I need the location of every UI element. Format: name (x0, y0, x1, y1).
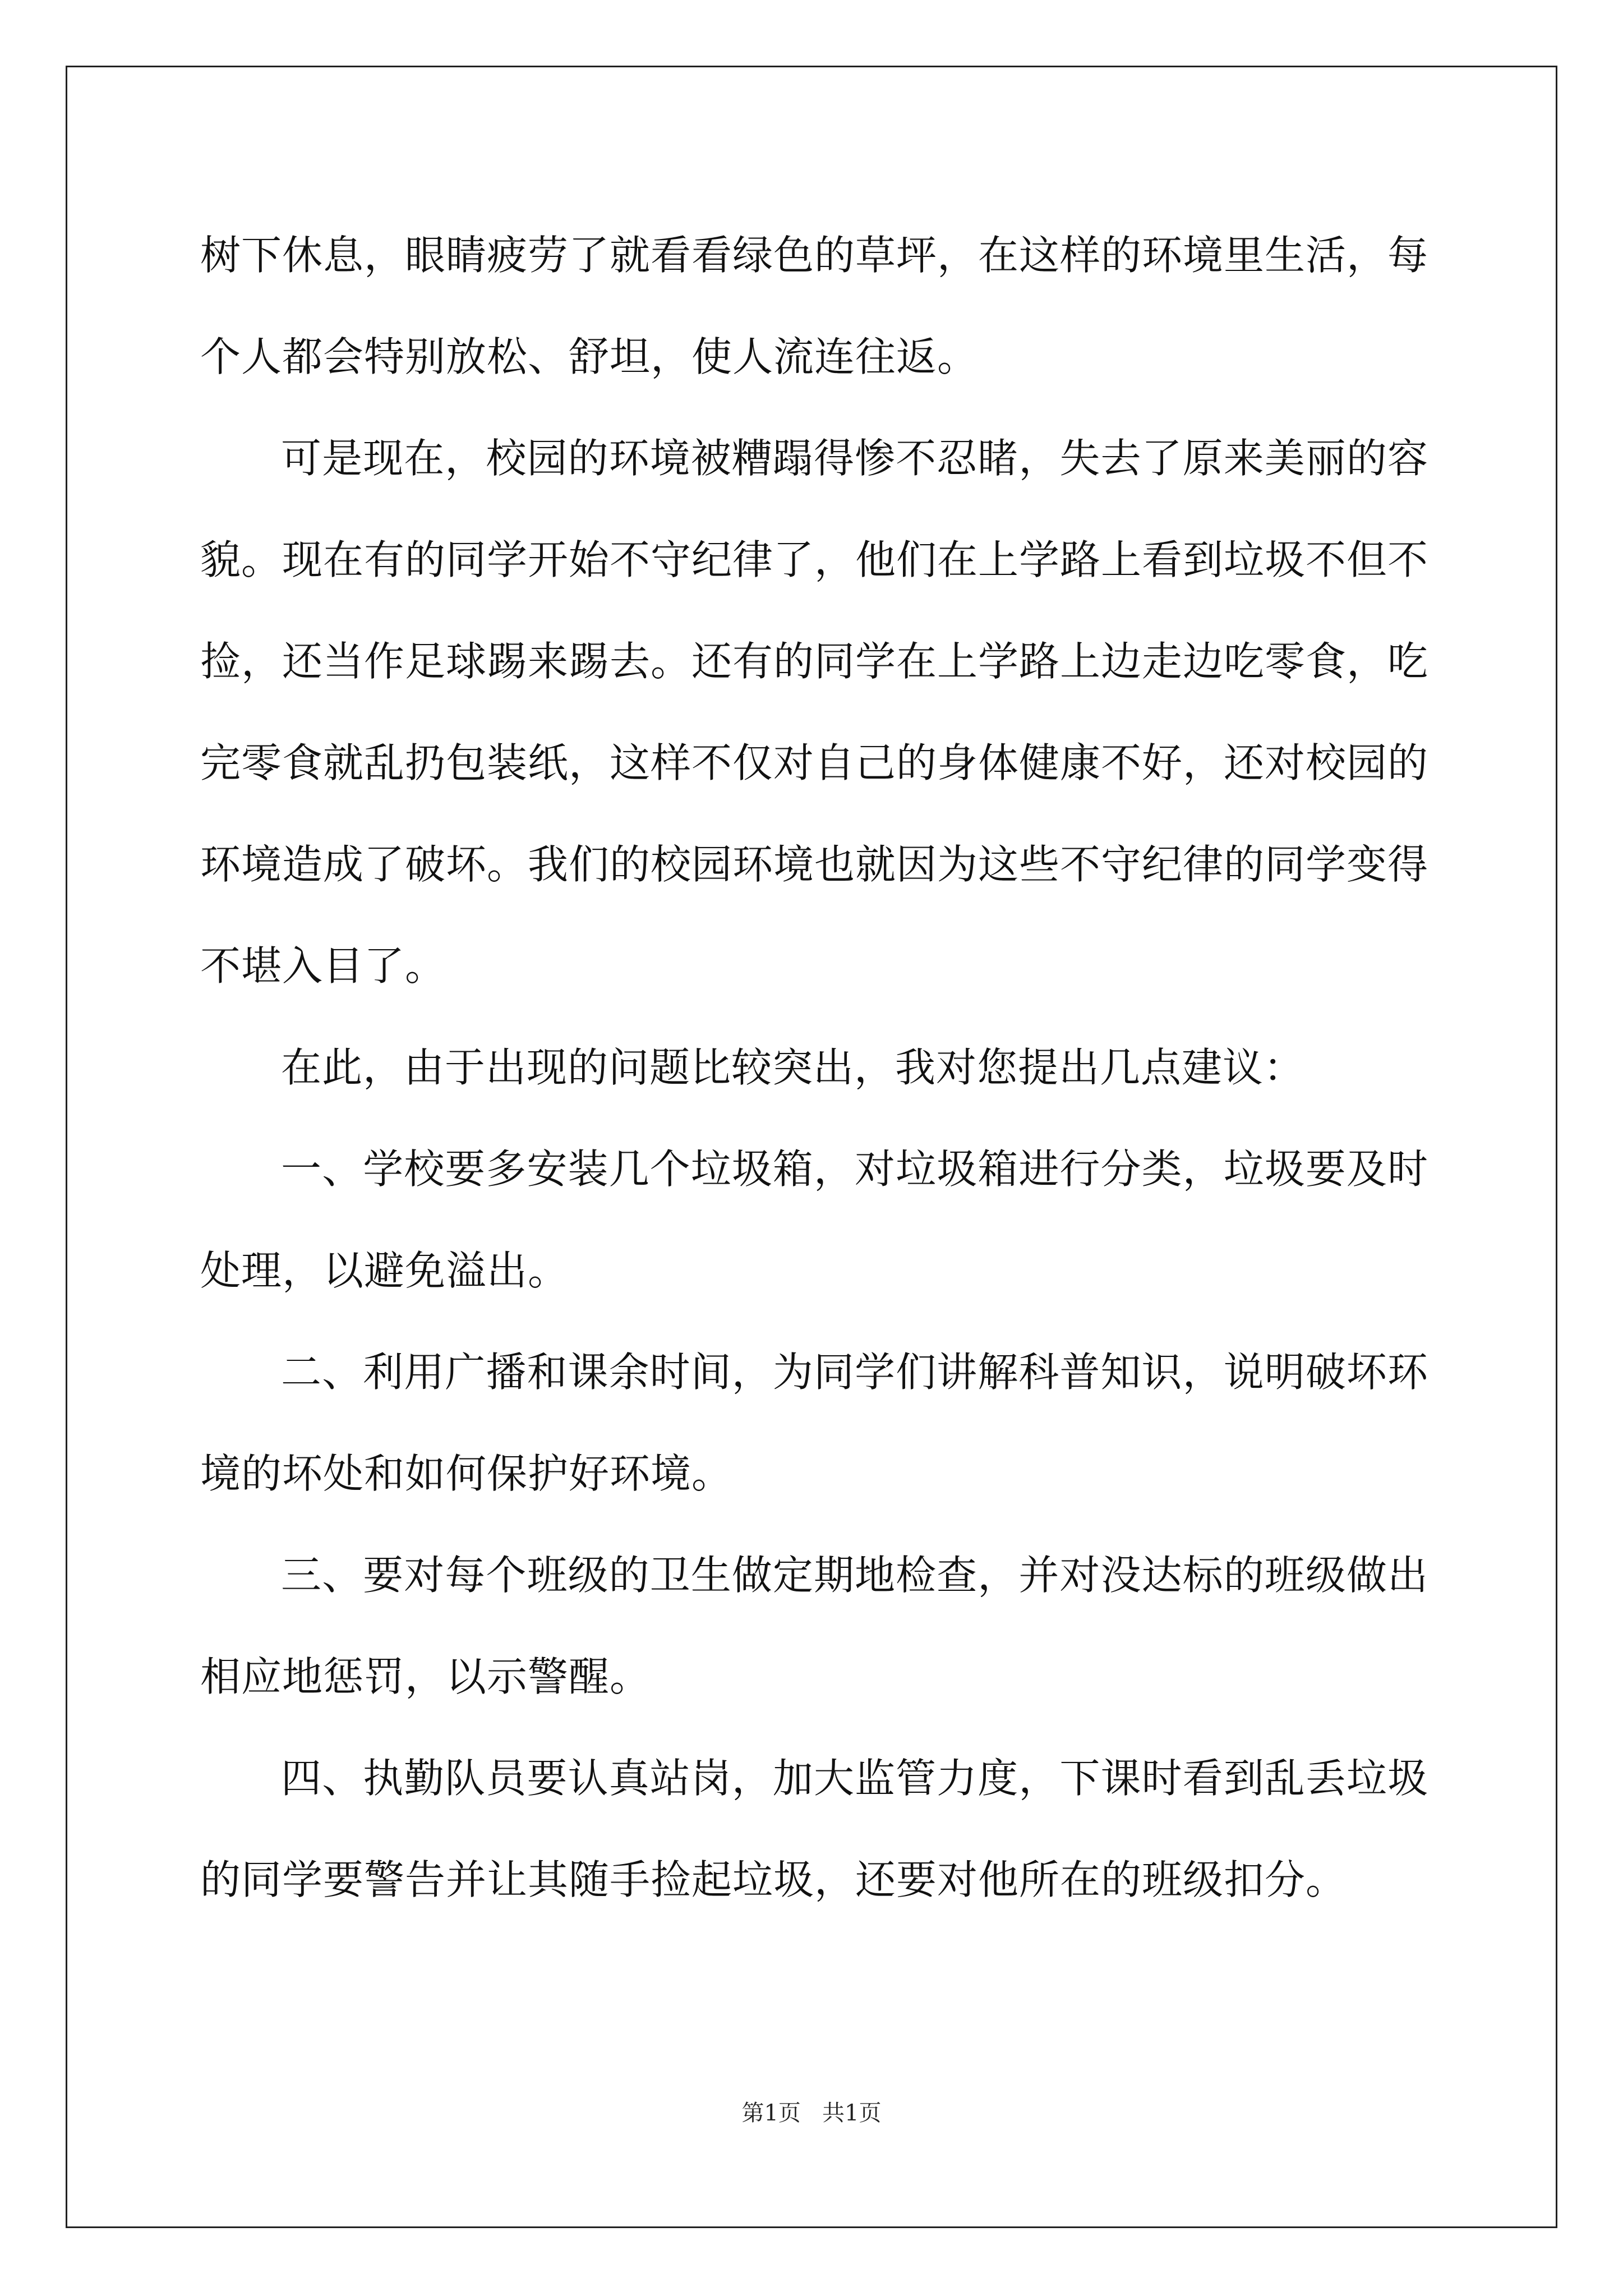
document-body (200, 205, 1428, 1931)
paragraph-1: 树下休息，眼睛疲劳了就看看绿色的草坪，在这样的环境里生活，每个人都会特别放松、舒坦，使人流连往返。 (200, 232, 1429, 380)
paragraph-2: 可是现在，校园的环境被糟蹋得惨不忍睹，失去了原来美丽的容貌。现在有的同学开始不守纪律了，他们在上学路上看到垃圾不但不捡，还当作足球踢来踢去。还有的同学在上学路上边走边吃零食，吃完零食就乱扔包装纸，这样不仅对自己的身体健康不好，还对校园的环境造成了破坏。我们的校园环境也就因为这些不守纪律的同学变得不堪入目了。 (200, 435, 1429, 990)
paragraph-4: 一、学校要多安装几个垃圾箱，对垃圾箱进行分类，垃圾要及时处理，以避免溢出。 (200, 1145, 1428, 1294)
paragraph-3: 在此，由于出现的问题比较突出，我对您提出几点建议： (281, 1044, 1305, 1091)
paragraph-7: 四、执勤队员要认真站岗，加大监管力度，下课时看到乱丢垃圾的同学要警告并让其随手捡起垃圾，还要对他所在的班级扣分。 (200, 1755, 1428, 1903)
paragraph-5: 二、利用广播和课余时间，为同学们讲解科普知识，说明破坏环境的坏处和如何保护好环境。 (200, 1349, 1428, 1497)
paragraph-6: 三、要对每个班级的卫生做定期地检查，并对没达标的班级做出相应地惩罚，以示警醒。 (200, 1552, 1428, 1700)
page-number-footer: 第1页 共1页 (741, 2100, 882, 2126)
